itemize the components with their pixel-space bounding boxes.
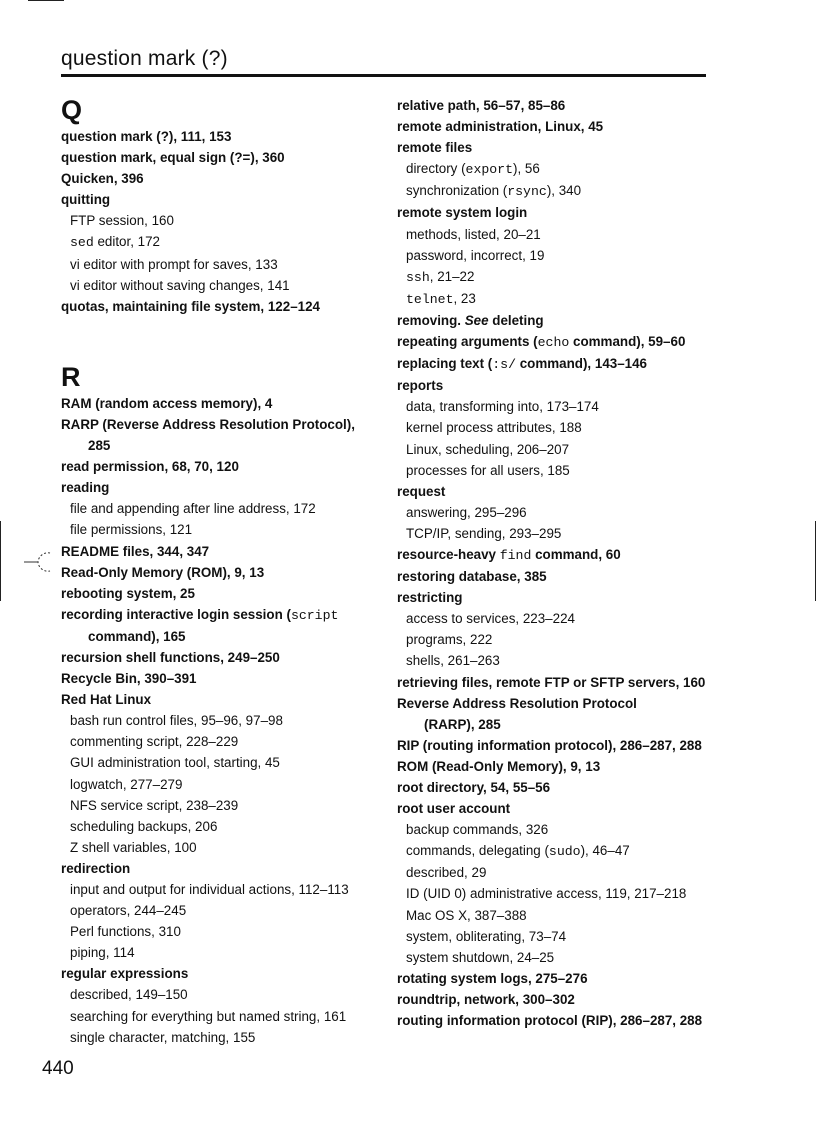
index-entry xyxy=(61,963,381,984)
entry-text: TCP/IP, sending, 293–295 xyxy=(406,525,562,541)
code-term: rsync xyxy=(507,184,547,200)
entry-text: repeating arguments ( xyxy=(397,334,538,350)
index-entry xyxy=(397,587,717,608)
index-entry xyxy=(61,126,381,147)
entry-text: logwatch, 277–279 xyxy=(70,776,183,792)
entry-text: described, 29 xyxy=(406,865,487,881)
entry-text: recording interactive login session ( xyxy=(61,606,291,622)
index-subentry xyxy=(61,498,381,519)
entry-text: single character, matching, 155 xyxy=(70,1029,256,1045)
entry-text: replacing text ( xyxy=(397,356,493,372)
index-subentry xyxy=(61,210,381,231)
entry-text: ), 46–47 xyxy=(580,843,630,859)
index-subentry xyxy=(397,608,717,629)
crop-mark-top xyxy=(28,0,64,1)
code-term: sudo xyxy=(548,844,581,860)
index-subentry xyxy=(61,710,381,731)
index-entry xyxy=(397,544,717,566)
index-entry xyxy=(61,296,381,317)
entry-text: rotating system logs, 275–276 xyxy=(397,970,588,986)
index-subentry xyxy=(397,840,717,862)
entry-text: data, transforming into, 173–174 xyxy=(406,399,599,415)
entry-text: relative path, 56–57, 85–86 xyxy=(397,98,566,113)
header-rule xyxy=(61,74,706,77)
index-column-right xyxy=(397,95,717,1031)
entry-text: file and appending after line address, 172 xyxy=(70,501,316,517)
index-entry xyxy=(61,541,381,562)
entry-text: regular expressions xyxy=(61,966,189,982)
entry-text: reports xyxy=(397,378,444,394)
entry-text: RARP (Reverse Address Resolution Protocol), xyxy=(61,416,355,432)
section-letter-r: R xyxy=(61,361,81,392)
entry-text: recursion shell functions, 249–250 xyxy=(61,649,280,665)
entry-text: processes for all users, 185 xyxy=(406,462,570,478)
code-term: telnet xyxy=(406,291,454,307)
index-entry xyxy=(397,353,717,375)
entry-text: command), 59–60 xyxy=(569,334,686,350)
entry-text: NFS service script, 238–239 xyxy=(70,797,239,813)
index-subentry xyxy=(397,288,717,310)
index-entry xyxy=(397,375,717,396)
entry-text: vi editor without saving changes, 141 xyxy=(70,277,290,293)
index-entry xyxy=(61,647,381,668)
entry-text: system, obliterating, 73–74 xyxy=(406,928,567,944)
entry-text: system shutdown, 24–25 xyxy=(406,949,555,965)
index-entry xyxy=(61,689,381,710)
index-subentry xyxy=(397,266,717,288)
index-entry xyxy=(61,189,381,210)
index-subentry xyxy=(397,396,717,417)
code-term: sed xyxy=(70,235,94,251)
entry-text: FTP session, 160 xyxy=(70,213,174,229)
entry-text: commenting script, 228–229 xyxy=(70,734,239,750)
index-subentry xyxy=(61,275,381,296)
entry-text: commands, delegating ( xyxy=(406,843,549,859)
index-subentry xyxy=(397,439,717,460)
entry-text: described, 149–150 xyxy=(70,987,188,1003)
index-subentry xyxy=(61,837,381,858)
entry-text: question mark, equal sign (?=), 360 xyxy=(61,150,285,166)
entry-text: piping, 114 xyxy=(70,945,135,961)
index-entry xyxy=(61,583,381,604)
crop-mark-left xyxy=(0,521,1,601)
index-entry xyxy=(61,456,381,477)
entry-text: Recycle Bin, 390–391 xyxy=(61,671,197,687)
index-entry xyxy=(397,672,717,693)
index-subentry xyxy=(397,224,717,245)
index-subentry xyxy=(397,158,717,180)
registration-mark-icon xyxy=(24,549,58,575)
index-subentry xyxy=(61,1027,381,1048)
index-subentry xyxy=(397,523,717,544)
entry-text: RAM (random access memory), 4 xyxy=(61,395,273,411)
index-subentry xyxy=(397,245,717,266)
entry-text: file permissions, 121 xyxy=(70,522,193,538)
index-subentry xyxy=(61,774,381,795)
entry-text: Z shell variables, 100 xyxy=(70,839,197,855)
index-entry xyxy=(397,202,717,223)
entry-text: bash run control files, 95–96, 97–98 xyxy=(70,713,283,729)
entry-text: 285 xyxy=(88,438,111,454)
index-entry xyxy=(397,331,717,353)
entry-text: vi editor with prompt for saves, 133 xyxy=(70,256,278,272)
code-term: :s/ xyxy=(492,357,516,373)
entry-text: roundtrip, network, 300–302 xyxy=(397,991,575,1007)
index-subentry xyxy=(61,519,381,540)
index-entry xyxy=(61,147,381,168)
entry-text: README files, 344, 347 xyxy=(61,543,210,559)
entry-text: command), 165 xyxy=(88,628,186,644)
index-subentry xyxy=(61,795,381,816)
code-term: ssh xyxy=(406,269,430,285)
index-subentry xyxy=(61,984,381,1005)
entry-text: editor, 172 xyxy=(93,234,161,250)
index-entry xyxy=(61,604,381,626)
index-subentry xyxy=(61,1006,381,1027)
entry-text: ), 56 xyxy=(513,161,540,177)
entry-text: Linux, scheduling, 206–207 xyxy=(406,441,570,457)
index-subentry xyxy=(61,731,381,752)
index-column-left xyxy=(61,94,381,1048)
index-entry xyxy=(61,414,381,435)
section-r-entries xyxy=(61,393,381,1048)
index-subentry xyxy=(397,947,717,968)
code-term: find xyxy=(499,547,532,563)
index-subentry xyxy=(397,819,717,840)
entry-text: reading xyxy=(61,480,110,496)
index-subentry xyxy=(397,417,717,438)
index-entry xyxy=(61,626,381,647)
entry-text: read permission, 68, 70, 120 xyxy=(61,459,239,475)
entry-text: ROM (Read-Only Memory), 9, 13 xyxy=(397,758,601,774)
entry-text: rebooting system, 25 xyxy=(61,585,195,601)
entry-text: deleting xyxy=(488,312,544,328)
running-head: question mark (?) xyxy=(61,47,228,70)
index-entry xyxy=(397,95,717,116)
index-entry xyxy=(397,310,717,331)
entry-text: ), 340 xyxy=(546,183,582,199)
index-subentry xyxy=(61,231,381,253)
index-subentry xyxy=(397,180,717,202)
index-entry xyxy=(61,668,381,689)
entry-text: restricting xyxy=(397,590,463,606)
entry-text: scheduling backups, 206 xyxy=(70,818,218,834)
index-entry xyxy=(61,393,381,414)
entry-text: answering, 295–296 xyxy=(406,504,527,520)
entry-text: GUI administration tool, starting, 45 xyxy=(70,755,280,771)
entry-text: input and output for individual actions, 112–113 xyxy=(70,882,349,897)
entry-text: programs, 222 xyxy=(406,632,493,648)
entry-text: remote files xyxy=(397,140,473,156)
index-subentry xyxy=(61,254,381,275)
entry-text: password, incorrect, 19 xyxy=(406,247,545,263)
index-subentry xyxy=(397,650,717,671)
entry-text: retrieving files, remote FTP or SFTP servers, 160 xyxy=(397,674,706,690)
index-entry xyxy=(397,693,717,714)
index-subentry xyxy=(397,629,717,650)
code-term: script xyxy=(290,607,339,623)
index-subentry xyxy=(397,862,717,883)
entry-text: kernel process attributes, 188 xyxy=(406,420,582,436)
entry-text: , 23 xyxy=(453,290,476,306)
entry-text: Perl functions, 310 xyxy=(70,924,181,940)
entry-text: methods, listed, 20–21 xyxy=(406,226,541,242)
index-subentry xyxy=(397,905,717,926)
entry-text: restoring database, 385 xyxy=(397,569,547,585)
index-entry xyxy=(61,168,381,189)
index-subentry xyxy=(397,926,717,947)
index-entry xyxy=(61,858,381,879)
index-entry xyxy=(397,481,717,502)
index-subentry xyxy=(397,460,717,481)
entry-text: ID (UID 0) administrative access, 119, 217–218 xyxy=(406,886,687,902)
right-column-entries xyxy=(397,95,717,1031)
entry-text: RIP (routing information protocol), 286–287, 288 xyxy=(397,737,702,753)
entry-text: resource-heavy xyxy=(397,546,500,562)
entry-text: directory ( xyxy=(406,161,466,177)
index-subentry xyxy=(61,879,381,900)
page-number: 440 xyxy=(42,1058,74,1079)
entry-text: searching for everything but named string, 161 xyxy=(70,1008,347,1024)
index-entry xyxy=(61,477,381,498)
entry-text: synchronization ( xyxy=(406,183,508,199)
entry-text: root user account xyxy=(397,801,511,817)
entry-text: quitting xyxy=(61,192,111,208)
entry-text: root directory, 54, 55–56 xyxy=(397,780,551,795)
index-entry xyxy=(397,566,717,587)
index-entry xyxy=(397,777,717,798)
entry-text: command, 60 xyxy=(531,546,621,562)
index-entry xyxy=(397,968,717,989)
entry-text: remote administration, Linux, 45 xyxy=(397,119,604,135)
entry-text: (RARP), 285 xyxy=(424,716,501,732)
index-entry xyxy=(397,735,717,756)
entry-text: command), 143–146 xyxy=(516,356,647,372)
code-term: echo xyxy=(537,335,570,351)
index-subentry xyxy=(61,942,381,963)
entry-text: operators, 244–245 xyxy=(70,903,187,919)
index-entry xyxy=(397,989,717,1010)
entry-text: request xyxy=(397,483,446,499)
index-subentry xyxy=(61,921,381,942)
entry-text: , 21–22 xyxy=(429,268,475,284)
entry-text: access to services, 223–224 xyxy=(406,611,575,627)
index-entry xyxy=(61,562,381,583)
index-entry xyxy=(397,137,717,158)
index-entry xyxy=(397,798,717,819)
section-q-entries xyxy=(61,126,381,317)
entry-text: redirection xyxy=(61,860,131,876)
entry-text: remote system login xyxy=(397,205,528,221)
entry-text: See xyxy=(464,312,489,328)
index-entry xyxy=(397,116,717,137)
entry-text: Quicken, 396 xyxy=(61,171,144,187)
entry-text: removing. xyxy=(397,312,465,328)
index-entry xyxy=(61,435,381,456)
entry-text: quotas, maintaining file system, 122–124 xyxy=(61,298,320,314)
index-subentry xyxy=(61,816,381,837)
index-subentry xyxy=(61,752,381,773)
index-subentry xyxy=(397,883,717,904)
entry-text: Red Hat Linux xyxy=(61,692,152,708)
entry-text: Reverse Address Resolution Protocol xyxy=(397,695,637,711)
section-letter-q: Q xyxy=(61,95,83,125)
entry-text: shells, 261–263 xyxy=(406,653,500,669)
index-entry xyxy=(397,714,717,735)
entry-text: Read-Only Memory (ROM), 9, 13 xyxy=(61,564,265,580)
entry-text: question mark (?), 111, 153 xyxy=(61,129,232,144)
code-term: export xyxy=(465,162,514,178)
index-entry xyxy=(397,1010,717,1031)
index-subentry xyxy=(61,900,381,921)
entry-text: backup commands, 326 xyxy=(406,822,549,838)
entry-text: routing information protocol (RIP), 286–287, 288 xyxy=(397,1013,703,1029)
index-subentry xyxy=(397,502,717,523)
entry-text: Mac OS X, 387–388 xyxy=(406,907,527,923)
index-entry xyxy=(397,756,717,777)
